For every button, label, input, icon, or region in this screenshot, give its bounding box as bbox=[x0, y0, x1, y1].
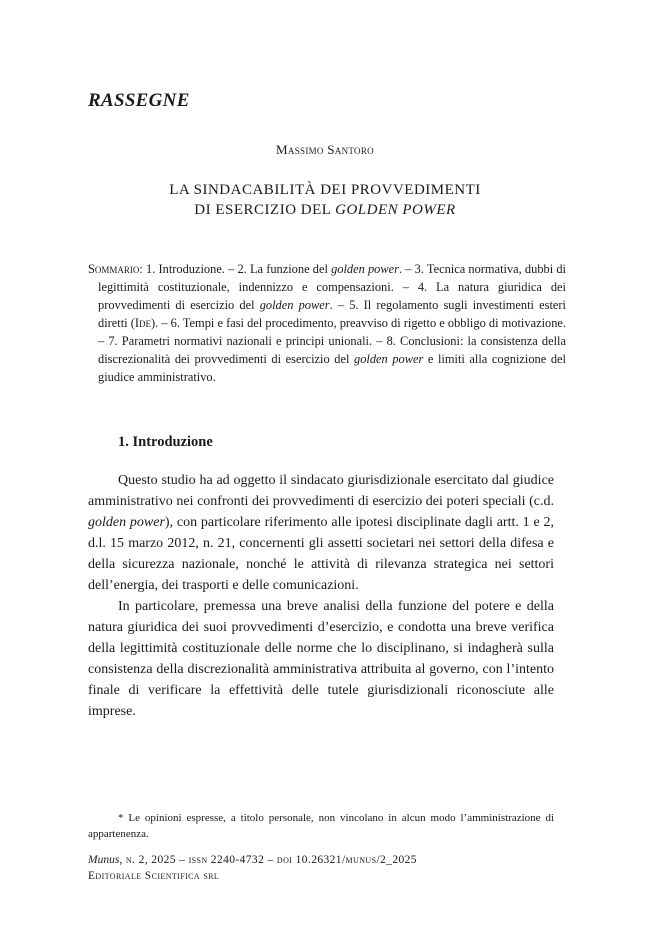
paragraph-1-text-before: Questo studio ha ad oggetto il sindacato giurisdizionale esercitato dal giudice amministrativo nei confronti dei provvedimenti di esercizio dei poteri speciali (c.d. bbox=[88, 473, 554, 509]
article-author: Massimo Santoro bbox=[276, 142, 374, 157]
article-title-line-2 bbox=[88, 200, 562, 220]
journal-name: Munus bbox=[88, 854, 120, 866]
summary-italic-2: golden power bbox=[259, 298, 330, 312]
summary-text-4: ). – 6. Tempi e fasi del procedimento, preavviso di rigetto e obbligo di motivazione. – 7. Parametri normativi nazionali e principi unionali. – 8. Conclusioni: la consistenza della discrezionalità dei provvedimenti di esercizio del bbox=[98, 316, 566, 366]
section-1-heading: 1. Introduzione bbox=[118, 434, 213, 450]
body-text bbox=[88, 470, 554, 722]
section-heading: RASSEGNE bbox=[88, 90, 190, 111]
table-of-contents-summary bbox=[88, 260, 566, 386]
summary-lead: Sommario: bbox=[88, 262, 143, 276]
colophon bbox=[88, 852, 554, 884]
body-paragraph-2: In particolare, premessa una breve analisi della funzione del potere e della natura giuridica dei suoi provvedimenti d’esercizio, e condotta una breve verifica della legittimità costituzionale delle norme che lo disciplinano, si indagherà sulla consistenza della discrezionalità amministrativa attribuita al governo, con l’intento finale di verificare la effettività delle tutele giurisdizionali riconosciute alle imprese. bbox=[88, 599, 554, 719]
summary-italic-3: golden power bbox=[354, 352, 424, 366]
article-title-line-2-prefix: DI ESERCIZIO DEL bbox=[194, 202, 336, 218]
journal-citation bbox=[88, 852, 554, 868]
article-title bbox=[88, 180, 562, 220]
body-paragraph-1 bbox=[88, 470, 554, 596]
summary-acronym: Ide bbox=[134, 316, 151, 330]
paragraph-1-text-after: ), con particolare riferimento alle ipotesi disciplinate dagli artt. 1 e 2, d.l. 15 marzo 2012, n. 21, concernenti gli assetti societari nei settori della difesa e della sicurezza nazionale, nonché le attività di rilevanza strategica nei settori dell’energia, dei trasporti e delle comunicazioni. bbox=[88, 515, 554, 593]
article-title-line-2-italic: GOLDEN POWER bbox=[335, 202, 456, 218]
footnote: * Le opinioni espresse, a titolo personale, non vincolano in alcun modo l’amministrazione di appartenenza. bbox=[88, 812, 554, 840]
summary-text-1: 1. Introduzione. – 2. La funzione del bbox=[142, 262, 332, 276]
summary-text-5: e limiti alla cognizione del giudice amministrativo. bbox=[98, 352, 566, 384]
journal-issue-details: , n. 2, 2025 – issn 2240-4732 – doi 10.26321/munus/2_2025 bbox=[119, 854, 417, 866]
article-title-line-1: LA SINDACABILITÀ DEI PROVVEDIMENTI bbox=[169, 182, 481, 198]
summary-italic-1: golden power bbox=[331, 262, 399, 276]
summary-text-3: . – 5. Il regolamento sugli investimenti esteri diretti ( bbox=[98, 298, 566, 330]
paragraph-1-italic: golden power bbox=[88, 515, 165, 530]
publisher-name: Editoriale Scientifica srl bbox=[88, 870, 220, 882]
summary-text-2: . – 3. Tecnica normativa, dubbi di legittimità costituzionale, indennizzo e compensazioni. – 4. La natura giuridica dei provvedimenti di esercizio del bbox=[98, 262, 566, 312]
